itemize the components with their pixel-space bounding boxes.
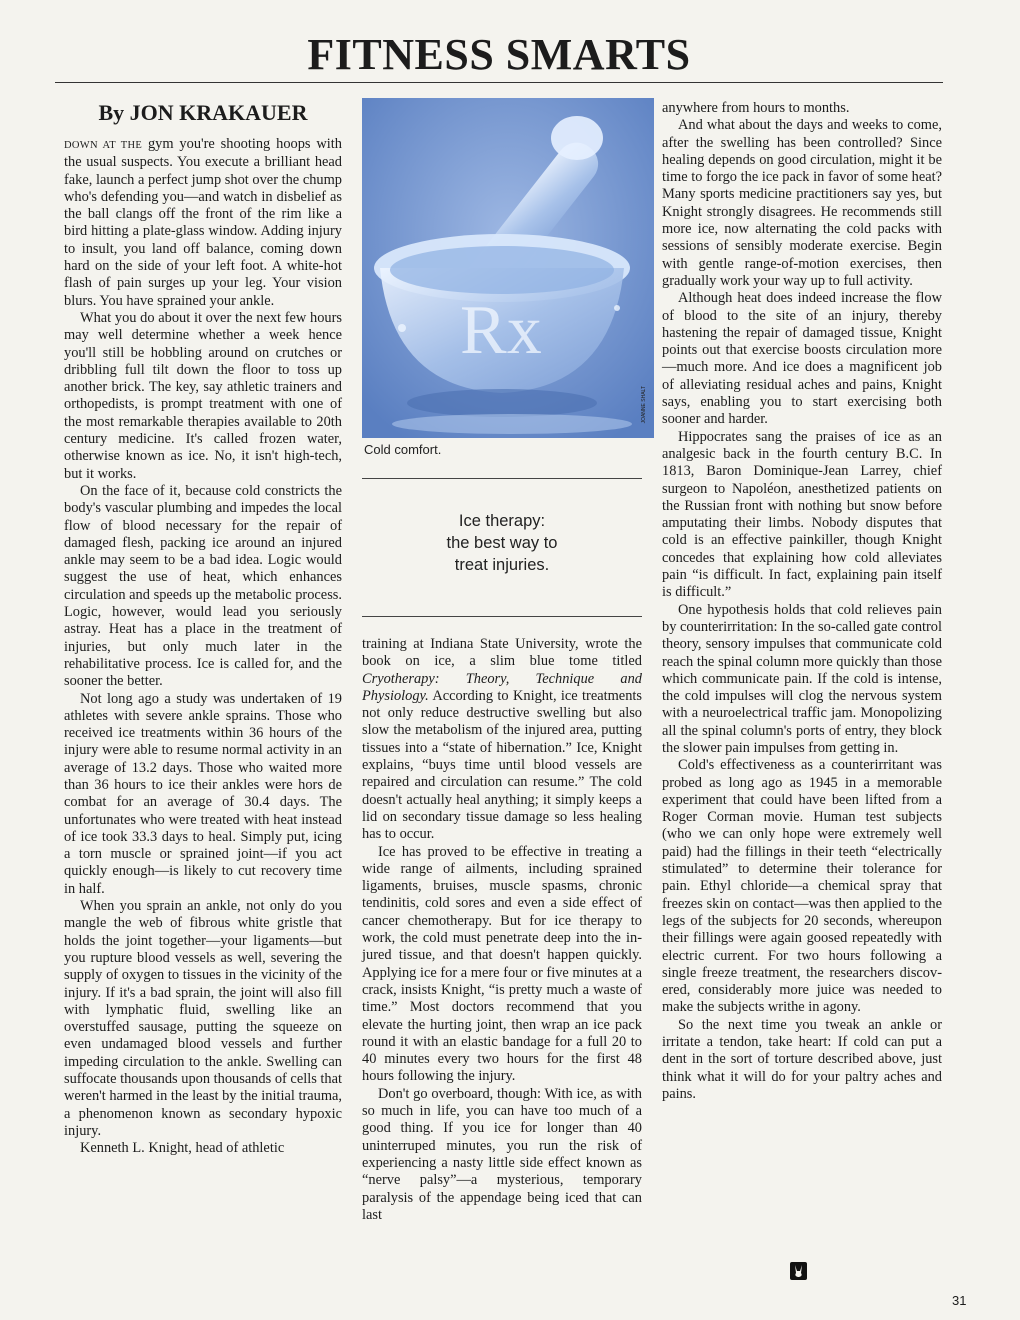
rabbit-head-icon [790, 1262, 807, 1280]
illustration-mortar-pestle [362, 98, 654, 438]
lead-paragraph [64, 136, 342, 310]
continued-paragraph [362, 636, 642, 844]
figure-caption: Cold comfort. [364, 442, 442, 457]
column-3 [662, 100, 942, 1103]
lead-in: DOWN AT THE [64, 140, 143, 151]
divider-rule [362, 616, 642, 617]
paragraph: Don't go overboard, though: With ice, as with so much in life, you can have too much of a good thing. If you ice for longer than 40 uninterruped minutes, you run the risk of experiencing a nasty little side effect known as “nerve palsy”—a mysterious, temporary paralysis of the appendage being iced that can last [362, 1085, 642, 1223]
continued-text: training at Indiana State University, wrote the book on ice, a slim blue tome titled [362, 636, 642, 670]
byline: By JON KRAKAUER [98, 100, 308, 125]
paragraph: Hippocrates sang the praises of ice as an analgesic back in the fourth century B.C. In 1813, Baron Dominique-Jean Larrey, chief surgeon to Napoléon, anesthetized patients on the Russian front with nothing but snow before amputating their limbs. Nobody disputes that cold is an effective painkiller, though Knight concedes that explaining how cold alleviates pain “is difficult. In fact, explaining pain itself is difficult.” [662, 428, 942, 601]
paragraph: Kenneth L. Knight, head of athletic [80, 1140, 285, 1157]
pull-quote [362, 510, 642, 576]
divider-rule [362, 478, 642, 479]
rx-label: Rx [460, 292, 542, 369]
paragraph: Although heat does indeed increase the flow of blood to the site of an injury, thereby hastening the repair of damaged tissue, Knight points out that exercise boosts circulation more—much more. And ice does a magnificent job of alleviating residual aches and pains, Knight says, enabling you to start exercising both sooner and harder. [662, 290, 942, 428]
mortar-pestle-icon [362, 98, 654, 438]
continued-paragraph: anywhere from hours to months. [662, 100, 850, 116]
paragraph: What you do about it over the next few hours may well determine whether a week hence you'll still be hobbling around on crutches or dribbling full tilt down the floor to toss up another brick. The key, say athletic trainers and orthopedists, is prompt treatment with one of the most remarkable therapies available to 20th century medicine. It's called frozen water, otherwise known as ice. No, it isn't high-tech, but it works. [64, 309, 342, 482]
paragraph: When you sprain an ankle, not only do you mangle the web of fibrous white gristle that holds the joint together—your ligaments—but you rupture blood vessels as well, severing the supply of oxygen to tissues in the vicinity of the injury. If it's a bad sprain, the joint will also fill with lymphatic fluid, swelling like an overstuffed sausage, putting the squeeze on even undamaged blood vessels and further impeding circulation to the ankle. Swelling can suffocate thousands upon thousands of cells that weren't harmed in the least by the initial trauma, a phenomenon known as secondary hypoxic injury. [64, 898, 342, 1139]
pull-quote-line: Ice therapy: [458, 512, 546, 530]
paragraph: Ice has proved to be effective in treating a wide range of ailments, including sprained ligaments, bruises, muscle spasms, chronic tendinitis, cold sores and even a side effect of cancer chemotherapy. But for ice therapy to work, the cold must penetrate deep into the injured tissue, and that doesn't happen quickly. Applying ice for a mere four or five minutes at a crack, insists Knight, “is pretty much a waste of time.” Most doctors recommend that you elevate the hurting joint, then wrap an ice pack round it with an elastic bandage for a full 20 to 40 minutes every two hours for the first 48 hours following the injury. [362, 843, 642, 1085]
column-2 [362, 636, 642, 1224]
continued-text: According to Knight, ice treatments not only reduce destructive swelling but also slow the metabolism of the injured area, putting tissues into a “state of hibernation.” Ice, Knight explains, “buys time until blood vessels are repaired and circulation can resume.” The cold doesn't actually heal anything; it simply keeps a lid on secondary tissue damage so less healing has to occur. [362, 687, 642, 843]
paragraph: And what about the days and weeks to come, after the swelling has been controlled? Since healing depends on good circulation, might it be time to forgo the ice pack in favor of some heat? Many sports medicine practitioners say yes, but Knight strongly disagrees. He recommends still more ice, now alternating the cold packs with sessions of sensibly moderate exercise. Begin with gentle range-of-motion exercises, then gradually work your way up to full activity. [662, 117, 942, 289]
paragraph: On the face of it, because cold constricts the body's vascular plumbing and impedes the local flow of blood necessary for the repair of damaged flesh, packing ice around an injured ankle may seem to be a bad idea. Logic would suggest the use of heat, which enhances circulation and speeds up the metabolic process. Logic, however, would lead you seriously astray. Heat has a place in the treatment of injuries, but only much later in the rehabilitative process. Ice is called for, and the sooner the better. [64, 482, 342, 690]
page-number: 31 [952, 1293, 967, 1308]
paragraph: Not long ago a study was undertaken of 19 athletes with severe ankle sprains. Those who received ice treatments within 36 hours of the injury were able to resume normal activity in an average of 13.2 days. Those who waited more than 36 hours to ice their ankles were hors de combat for an average of 30.4 days. The unfortunates who were treated with heat instead of ice took 33.3 days to heal. Simply put, icing a torn muscle or sprained joint—if you act quickly enough—is likely to cut recovery time in half. [64, 690, 342, 897]
section-title: FITNESS SMARTS [307, 30, 691, 79]
page-header [55, 30, 943, 83]
paragraph: One hypothesis holds that cold relieves pain by counterirritation: In the so-called gate control theory, sensory impulses that communicate cold reach the spinal column more quickly than those which communicate pain. If the cold is intense, the cold impulses will clog the nervous system with a neuroelectrical traffic jam. Monopolizing all the spinal column's ports of entry, they block the slower pain impulses from getting in. [662, 601, 942, 756]
column-1 [64, 96, 342, 1158]
artist-credit: JOANNE SHALT [641, 386, 647, 424]
paragraph: Cold's effectiveness as a counterirritant was probed as long ago as 1945 in a memorable experiment that could have been lifted from a Roger Corman movie. Human test subjects (who we can only hope were extremely well paid) had the fillings in their teeth “electrically stimulated” to determine their tolerance for pain. Ethyl chloride—a chemical spray that freezes skin on contact—was then applied to the legs of the subjects for 20 seconds, whereupon their fillings were again goosed repeatedly with electric current. For two hours following a single freeze treatment, the researchers discovered, considerably more juice was needed to make the subjects writhe in agony. [662, 757, 942, 1016]
pull-quote-line: the best way to [446, 534, 558, 552]
book-title: Cryotherapy: Theory, Technique and Physiology. [362, 670, 642, 704]
paragraph: So the next time you tweak an ankle or irritate a tendon, take heart: If cold can put a dent in the sort of torture described above, just think what it will do for your paltry aches and pains. [662, 1016, 942, 1102]
pull-quote-line: treat injuries. [454, 556, 550, 574]
lead-rest: gym you're shooting hoops with the usual suspects. You execute a brilliant head fake, launch a perfect jump shot over the chump who's defending you—and watch in disbelief as the ball clangs off the front of the rim like a bird hitting a plate-glass window. Adding injury to insult, you land off balance, coming down hard on the side of your left foot. A white-hot flash of pain surges up your leg. Your vision blurs. You have sprained your ankle. [64, 136, 342, 309]
